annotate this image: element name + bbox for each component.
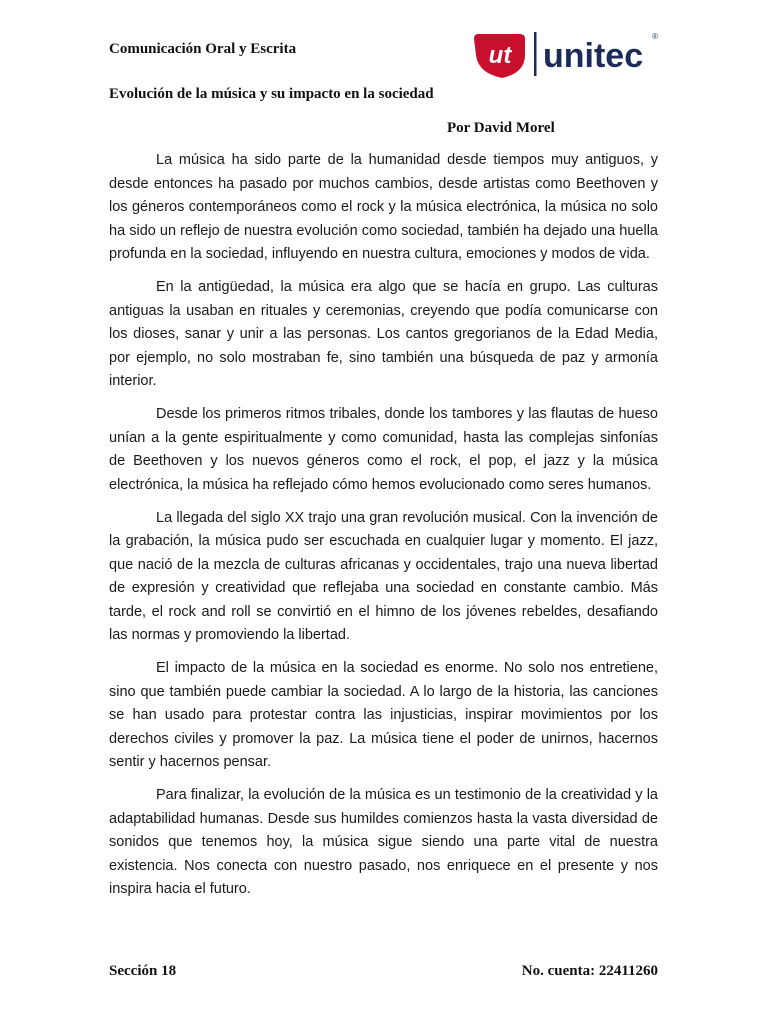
paragraph: La llegada del siglo XX trajo una gran revolución musical. Con la invención de la grabación, la música pudo ser escuchada en cualquier lugar y momento. El jazz, que nació de la mezcla de culturas africanas y occidentales, trajo una nueva libertad de expresión y creatividad que reflejaba una sociedad en constante cambio. Más tarde, el rock and roll se convirtió en el himno de los jóvenes rebeldes, desafiando las normas y promoviendo la libertad.	[109, 509, 658, 643]
course-name: Comunicación Oral y Escrita	[109, 41, 297, 57]
paragraph: Para finalizar, la evolución de la música es un testimonio de la creatividad y la adaptabilidad humanas. Desde sus humildes comienzos hasta la vasta diversidad de sonidos que tenemos hoy, la música sigue siendo una parte vital de nuestra existencia. Nos conecta con nuestro pasado, nos enriquece en el presente y nos inspira hacia el futuro.	[109, 787, 658, 897]
paragraph: En la antigüedad, la música era algo que se hacía en grupo. Las culturas antiguas la usaban en rituales y ceremonias, creyendo que podía comunicarse con los dioses, sanar y unir a las personas. Los cantos gregorianos de la Edad Media, por ejemplo, no solo mostraban fe, sino también una búsqueda de paz y armonía interior.	[109, 279, 658, 389]
footer-account-number: No. cuenta: 22411260	[521, 963, 658, 979]
footer-section: Sección 18	[109, 963, 177, 979]
logo-wordmark: unitec	[543, 37, 644, 75]
logo-monogram: ut	[488, 42, 512, 69]
paragraph: El impacto de la música en la sociedad es enorme. No solo nos entretiene, sino que también puede cambiar la sociedad. A lo largo de la historia, las canciones se han usado para protestar contra las injusticias, inspirar movimientos por los derechos civiles y promover la paz. La música tiene el poder de unirnos, hacernos sentir y hacernos pensar.	[109, 660, 658, 770]
document-title: Evolución de la música y su impacto en la sociedad	[109, 86, 434, 102]
logo-divider	[534, 32, 537, 76]
essay-body	[109, 149, 658, 911]
unitec-logo	[471, 28, 661, 80]
paragraph: La música ha sido parte de la humanidad desde tiempos muy antiguos, y desde entonces ha pasado por muchos cambios, desde artistas como Beethoven y los géneros contemporáneos como el rock y la música electrónica, la música no solo ha sido un reflejo de nuestra evolución como sociedad, también ha dejado una huella profunda en la sociedad, influyendo en nuestra cultura, emociones y modos de vida.	[109, 152, 658, 262]
author-line: Por David Morel	[447, 120, 555, 136]
logo-registered-mark: ®	[652, 32, 658, 41]
paragraph: Desde los primeros ritmos tribales, donde los tambores y las flautas de hueso unían a la gente espiritualmente y como comunidad, hasta las complejas sinfonías de Beethoven y los nuevos géneros como el rock, el pop, el jazz y la música electrónica, la música ha reflejado cómo hemos evolucionado como seres humanos.	[109, 406, 658, 493]
